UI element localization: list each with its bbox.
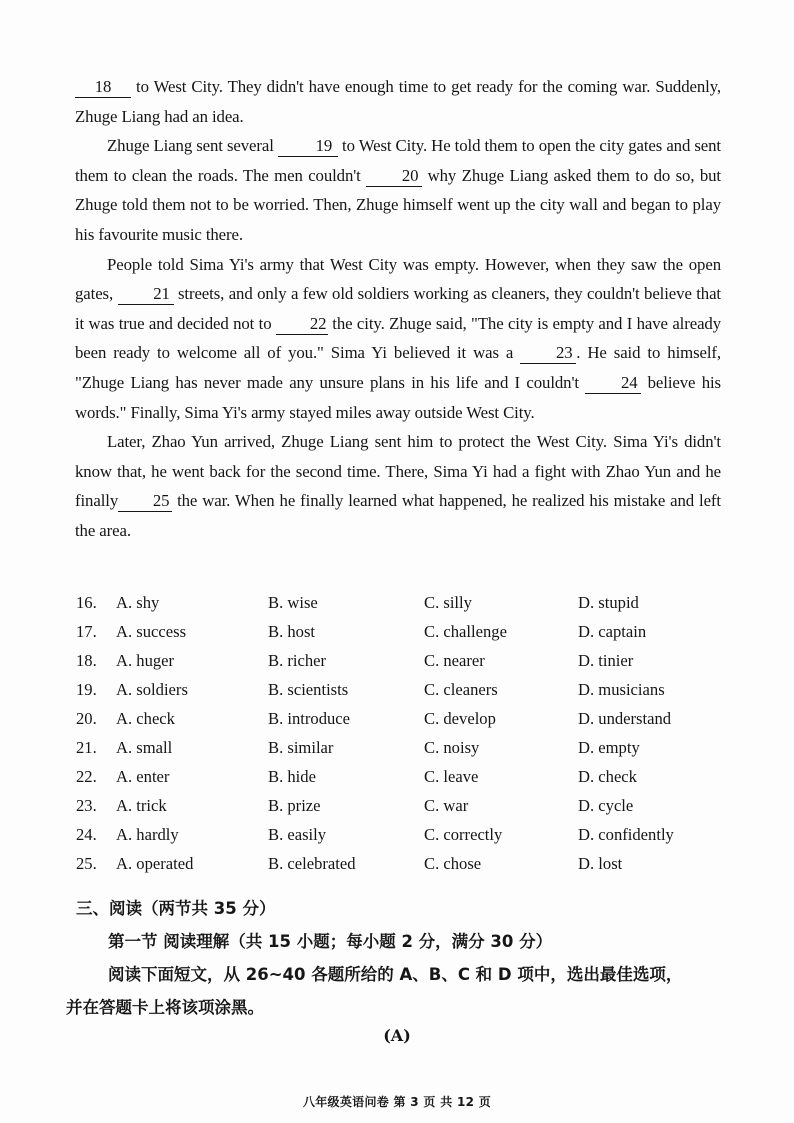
option-b: B. scientists bbox=[268, 680, 349, 699]
paragraph-3-text-1: People told Sima Yi's army that West City was empty. However, when they saw the open gates, bbox=[75, 254, 721, 304]
option-b: B. host bbox=[268, 622, 316, 641]
cloze-passage bbox=[75, 72, 721, 546]
paragraph-3-text-3: the city. Zhuge said, "The city is empty and I have already been ready to welcome all of you." Sima Yi believed it was a bbox=[75, 313, 721, 363]
question-number: 17. bbox=[76, 622, 97, 641]
question-number: 22. bbox=[76, 767, 97, 786]
option-d: D. tinier bbox=[578, 651, 634, 670]
question-number: 20. bbox=[76, 709, 97, 728]
option-b: B. similar bbox=[268, 738, 334, 757]
option-row bbox=[76, 675, 726, 704]
option-d: D. captain bbox=[578, 622, 647, 641]
option-a: A. check bbox=[116, 709, 175, 728]
option-b: B. celebrated bbox=[268, 854, 356, 873]
paragraph-3-text-4: . He said to himself, "Zhuge Liang has never made any unsure plans in his life and I couldn't bbox=[75, 343, 722, 392]
blank-18: 18 bbox=[75, 77, 131, 98]
option-d: D. musicians bbox=[578, 680, 665, 699]
question-number: 25. bbox=[76, 854, 97, 873]
option-row bbox=[76, 617, 726, 646]
option-d: D. confidently bbox=[578, 825, 674, 844]
paragraph-2-text-1: Zhuge Liang sent several bbox=[107, 136, 278, 156]
option-row bbox=[76, 588, 726, 617]
option-d: D. stupid bbox=[578, 593, 639, 612]
option-a: A. huger bbox=[116, 651, 175, 670]
option-a: A. hardly bbox=[116, 825, 179, 844]
option-d: D. cycle bbox=[578, 796, 634, 815]
question-number: 23. bbox=[76, 796, 97, 815]
option-a: A. enter bbox=[116, 767, 170, 786]
blank-23: 23 bbox=[520, 343, 576, 364]
paragraph-2-text-3: why Zhuge Liang asked them to do so, but Zhuge told them not to be worried. Then, Zhuge himself went up the city wall and began to play his favourite music there. bbox=[75, 165, 721, 244]
option-b: B. introduce bbox=[268, 709, 351, 728]
paragraph-4-text-1: Later, Zhao Yun arrived, Zhuge Liang sent him to protect the West City. Sima Yi's didn't know that, he went back for the second time. There, Sima Yi had a fight with Zhao Yun and he finally bbox=[75, 432, 721, 511]
option-d: D. lost bbox=[578, 854, 623, 873]
option-c: C. silly bbox=[424, 593, 472, 612]
option-b: B. richer bbox=[268, 651, 327, 670]
option-row bbox=[76, 849, 726, 878]
question-number: 18. bbox=[76, 651, 97, 670]
blank-21: 21 bbox=[118, 284, 174, 305]
paragraph-1-text: to West City. They didn't have enough time to get ready for the coming war. Suddenly, Zhuge Liang had an idea. bbox=[75, 77, 721, 126]
blank-24: 24 bbox=[585, 373, 641, 394]
instruction-line-1: 阅读下面短文，从 26~40 各题所给的 A、B、C 和 D 项中，选出最佳选项， bbox=[108, 965, 683, 984]
paragraph-3-text-2: streets, and only a few old soldiers working as cleaners, they couldn't believe that it was true and decided not to bbox=[75, 284, 721, 333]
paragraph-3 bbox=[75, 250, 721, 428]
option-c: C. develop bbox=[424, 709, 496, 728]
question-number: 21. bbox=[76, 738, 97, 757]
blank-19: 19 bbox=[278, 136, 338, 157]
section-heading: 三、阅读（两节共 35 分） bbox=[76, 899, 276, 918]
option-c: C. challenge bbox=[424, 622, 507, 641]
passage-label: (A) bbox=[383, 1026, 411, 1045]
option-c: C. noisy bbox=[424, 738, 480, 757]
option-c: C. correctly bbox=[424, 825, 503, 844]
option-a: A. small bbox=[116, 738, 173, 757]
option-c: C. chose bbox=[424, 854, 482, 873]
blank-25: 25 bbox=[118, 491, 172, 512]
paragraph-4-text-2: the war. When he finally learned what happened, he realized his mistake and left the area. bbox=[75, 491, 721, 540]
question-number: 16. bbox=[76, 593, 97, 612]
page-footer: 八年级英语问卷 第 3 页 共 12 页 bbox=[302, 1095, 492, 1109]
option-b: B. easily bbox=[268, 825, 327, 844]
option-row bbox=[76, 704, 726, 733]
question-number: 24. bbox=[76, 825, 97, 844]
option-row bbox=[76, 762, 726, 791]
section-subheading: 第一节 阅读理解（共 15 小题；每小题 2 分，满分 30 分） bbox=[108, 932, 553, 951]
option-a: A. trick bbox=[116, 796, 167, 815]
question-number: 19. bbox=[76, 680, 97, 699]
option-a: A. success bbox=[116, 622, 187, 641]
option-c: C. cleaners bbox=[424, 680, 498, 699]
option-b: B. prize bbox=[268, 796, 321, 815]
option-a: A. shy bbox=[116, 593, 160, 612]
paragraph-3-text-5: believe his words." Finally, Sima Yi's army stayed miles away outside West City. bbox=[75, 372, 721, 422]
option-c: C. war bbox=[424, 796, 469, 815]
option-row bbox=[76, 791, 726, 820]
option-d: D. check bbox=[578, 767, 637, 786]
answer-options bbox=[76, 588, 726, 878]
option-row bbox=[76, 820, 726, 849]
blank-22: 22 bbox=[276, 314, 328, 335]
paragraph-4 bbox=[75, 427, 721, 545]
paragraph-2 bbox=[75, 131, 721, 249]
option-c: C. nearer bbox=[424, 651, 485, 670]
option-row bbox=[76, 646, 726, 675]
option-d: D. empty bbox=[578, 738, 640, 757]
paragraph-2-text-2: to West City. He told them to open the city gates and sent them to clean the roads. The men couldn't bbox=[75, 136, 721, 185]
paragraph-1 bbox=[75, 72, 721, 131]
option-row bbox=[76, 733, 726, 762]
blank-20: 20 bbox=[366, 166, 422, 187]
option-c: C. leave bbox=[424, 767, 479, 786]
option-a: A. soldiers bbox=[116, 680, 188, 699]
option-b: B. hide bbox=[268, 767, 316, 786]
option-d: D. understand bbox=[578, 709, 672, 728]
option-a: A. operated bbox=[116, 854, 194, 873]
instruction-line-2: 并在答题卡上将该项涂黑。 bbox=[66, 998, 264, 1017]
option-b: B. wise bbox=[268, 593, 318, 612]
